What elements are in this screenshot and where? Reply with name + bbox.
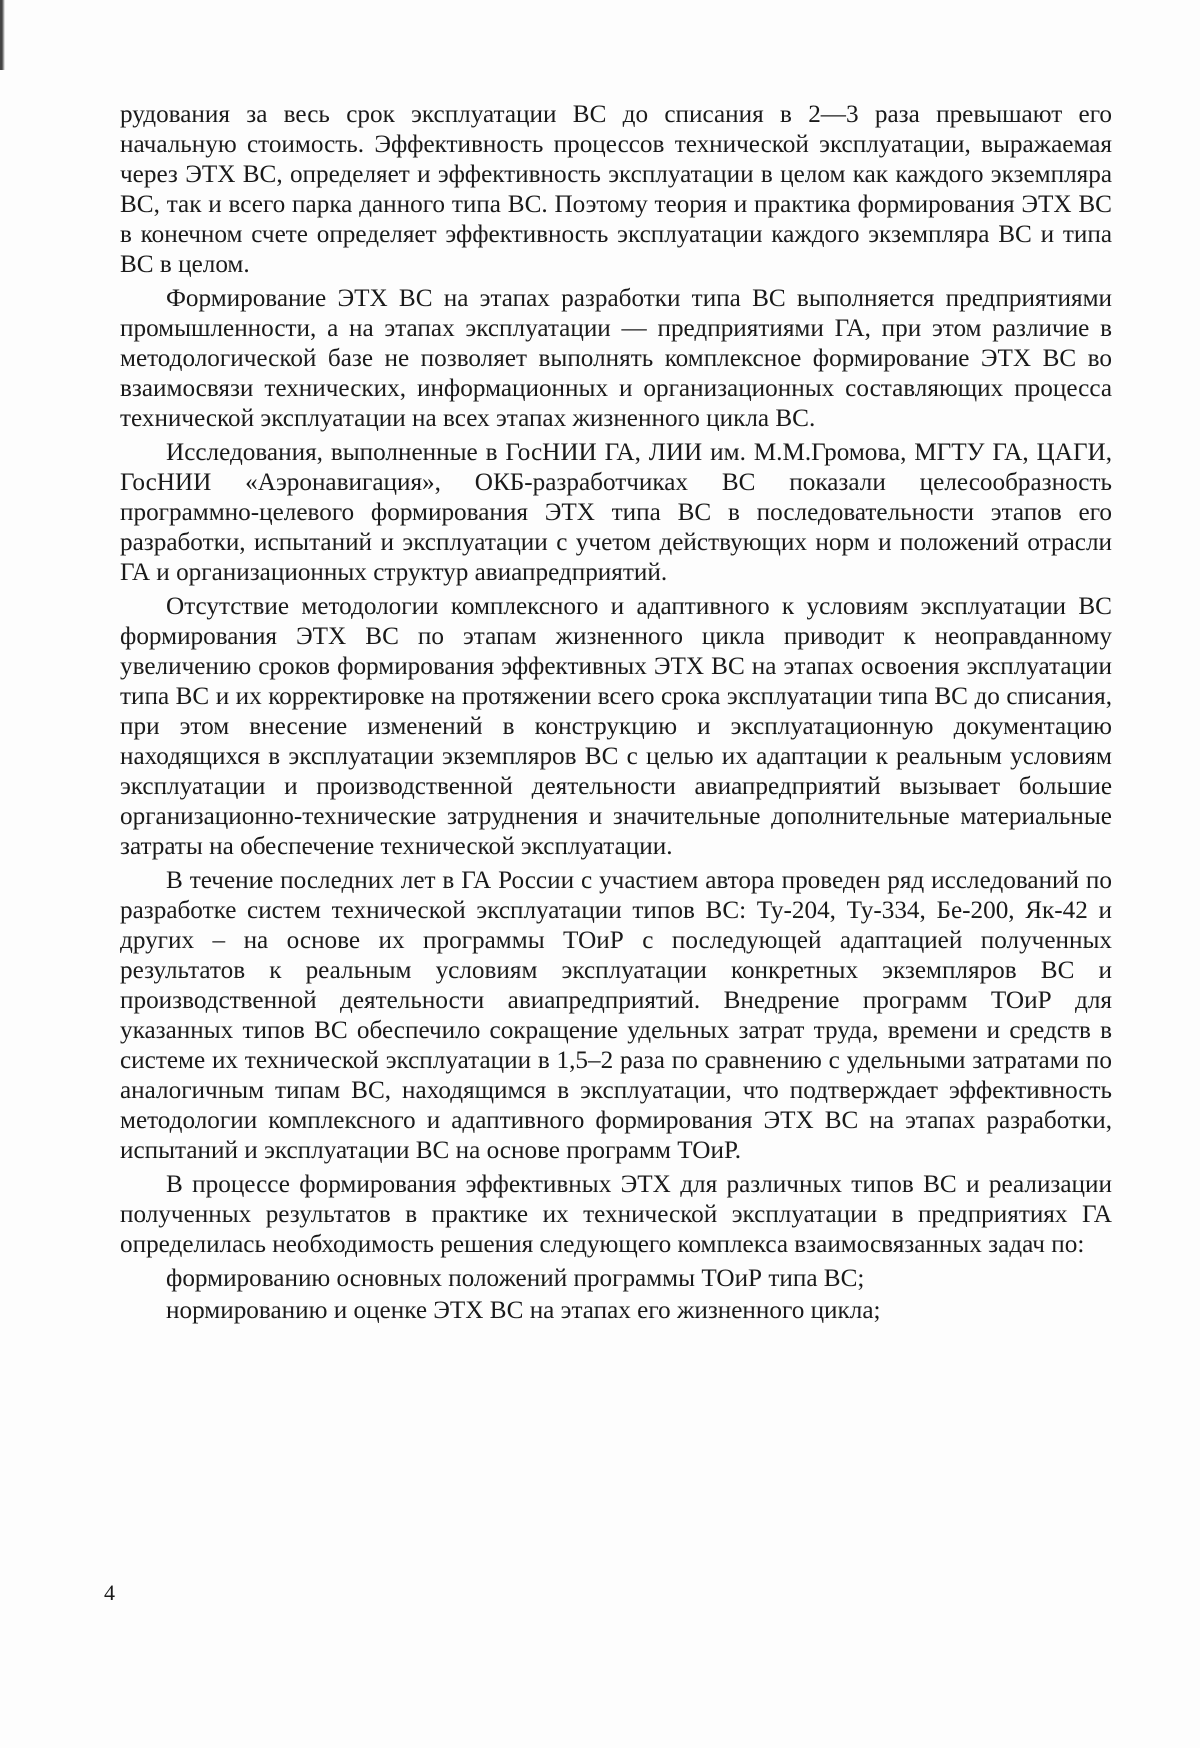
list-item-2: нормированию и оценке ЭТХ ВС на этапах его жизненного цикла; [120, 1296, 1112, 1326]
list-item-1: формированию основных положений программы ТОиР типа ВС; [120, 1264, 1112, 1294]
scan-edge-artifact [0, 0, 6, 70]
paragraph-6: В процессе формирования эффективных ЭТХ для различных типов ВС и реализации полученных результатов в практике их технической эксплуатации в предприятиях ГА определилась необходимость решения следующего комплекса взаимосвязанных задач по: [120, 1170, 1112, 1260]
paragraph-3: Исследования, выполненные в ГосНИИ ГА, ЛИИ им. М.М.Громова, МГТУ ГА, ЦАГИ, ГосНИИ «Аэронавигация», ОКБ-разработчиках ВС показали целесообразность программно-целевого формирования ЭТХ типа ВС в последовательности этапов его разработки, испытаний и эксплуатации с учетом действующих норм и положений отрасли ГА и организационных структур авиапредприятий. [120, 438, 1112, 588]
paragraph-2: Формирование ЭТХ ВС на этапах разработки типа ВС выполняется предприятиями промышленности, а на этапах эксплуатации — предприятиями ГА, при этом различие в методологической базе не позволяет выполнять комплексное формирование ЭТХ ВС во взаимосвязи технических, информационных и организационных составляющих процесса технической эксплуатации на всех этапах жизненного цикла ВС. [120, 284, 1112, 434]
paragraph-1: рудования за весь срок эксплуатации ВС до списания в 2—3 раза превышают его начальную стоимость. Эффективность процессов технической эксплуатации, выражаемая через ЭТХ ВС, определяет и эффективность эксплуатации в целом как каждого экземпляра ВС, так и всего парка данного типа ВС. Поэтому теория и практика формирования ЭТХ ВС в конечном счете определяет эффективность эксплуатации каждого экземпляра ВС и типа ВС в целом. [120, 100, 1112, 280]
page-number: 4 [104, 1580, 115, 1606]
body-text [120, 100, 1112, 1328]
paragraph-5: В течение последних лет в ГА России с участием автора проведен ряд исследований по разработке систем технической эксплуатации типов ВС: Ту-204, Ту-334, Бе-200, Як-42 и других – на основе их программы ТОиР с последующей адаптацией полученных результатов к реальным условиям эксплуатации конкретных экземпляров ВС и производственной деятельности авиапредприятий. Внедрение программ ТОиР для указанных типов ВС обеспечило сокращение удельных затрат труда, времени и средств в системе их технической эксплуатации в 1,5–2 раза по сравнению с удельными затратами по аналогичным типам ВС, находящимся в эксплуатации, что подтверждает эффективность методологии комплексного и адаптивного формирования ЭТХ ВС на этапах разработки, испытаний и эксплуатации ВС на основе программ ТОиР. [120, 866, 1112, 1166]
document-page [0, 0, 1200, 1748]
paragraph-4: Отсутствие методологии комплексного и адаптивного к условиям эксплуатации ВС формирования ЭТХ ВС по этапам жизненного цикла приводит к неоправданному увеличению сроков формирования эффективных ЭТХ ВС на этапах освоения эксплуатации типа ВС и их корректировке на протяжении всего срока эксплуатации типа ВС до списания, при этом внесение изменений в конструкцию и эксплуатационную документацию находящихся в эксплуатации экземпляров ВС с целью их адаптации к реальным условиям эксплуатации и производственной деятельности авиапредприятий вызывает большие организационно-технические затруднения и значительные дополнительные материальные затраты на обеспечение технической эксплуатации. [120, 592, 1112, 862]
